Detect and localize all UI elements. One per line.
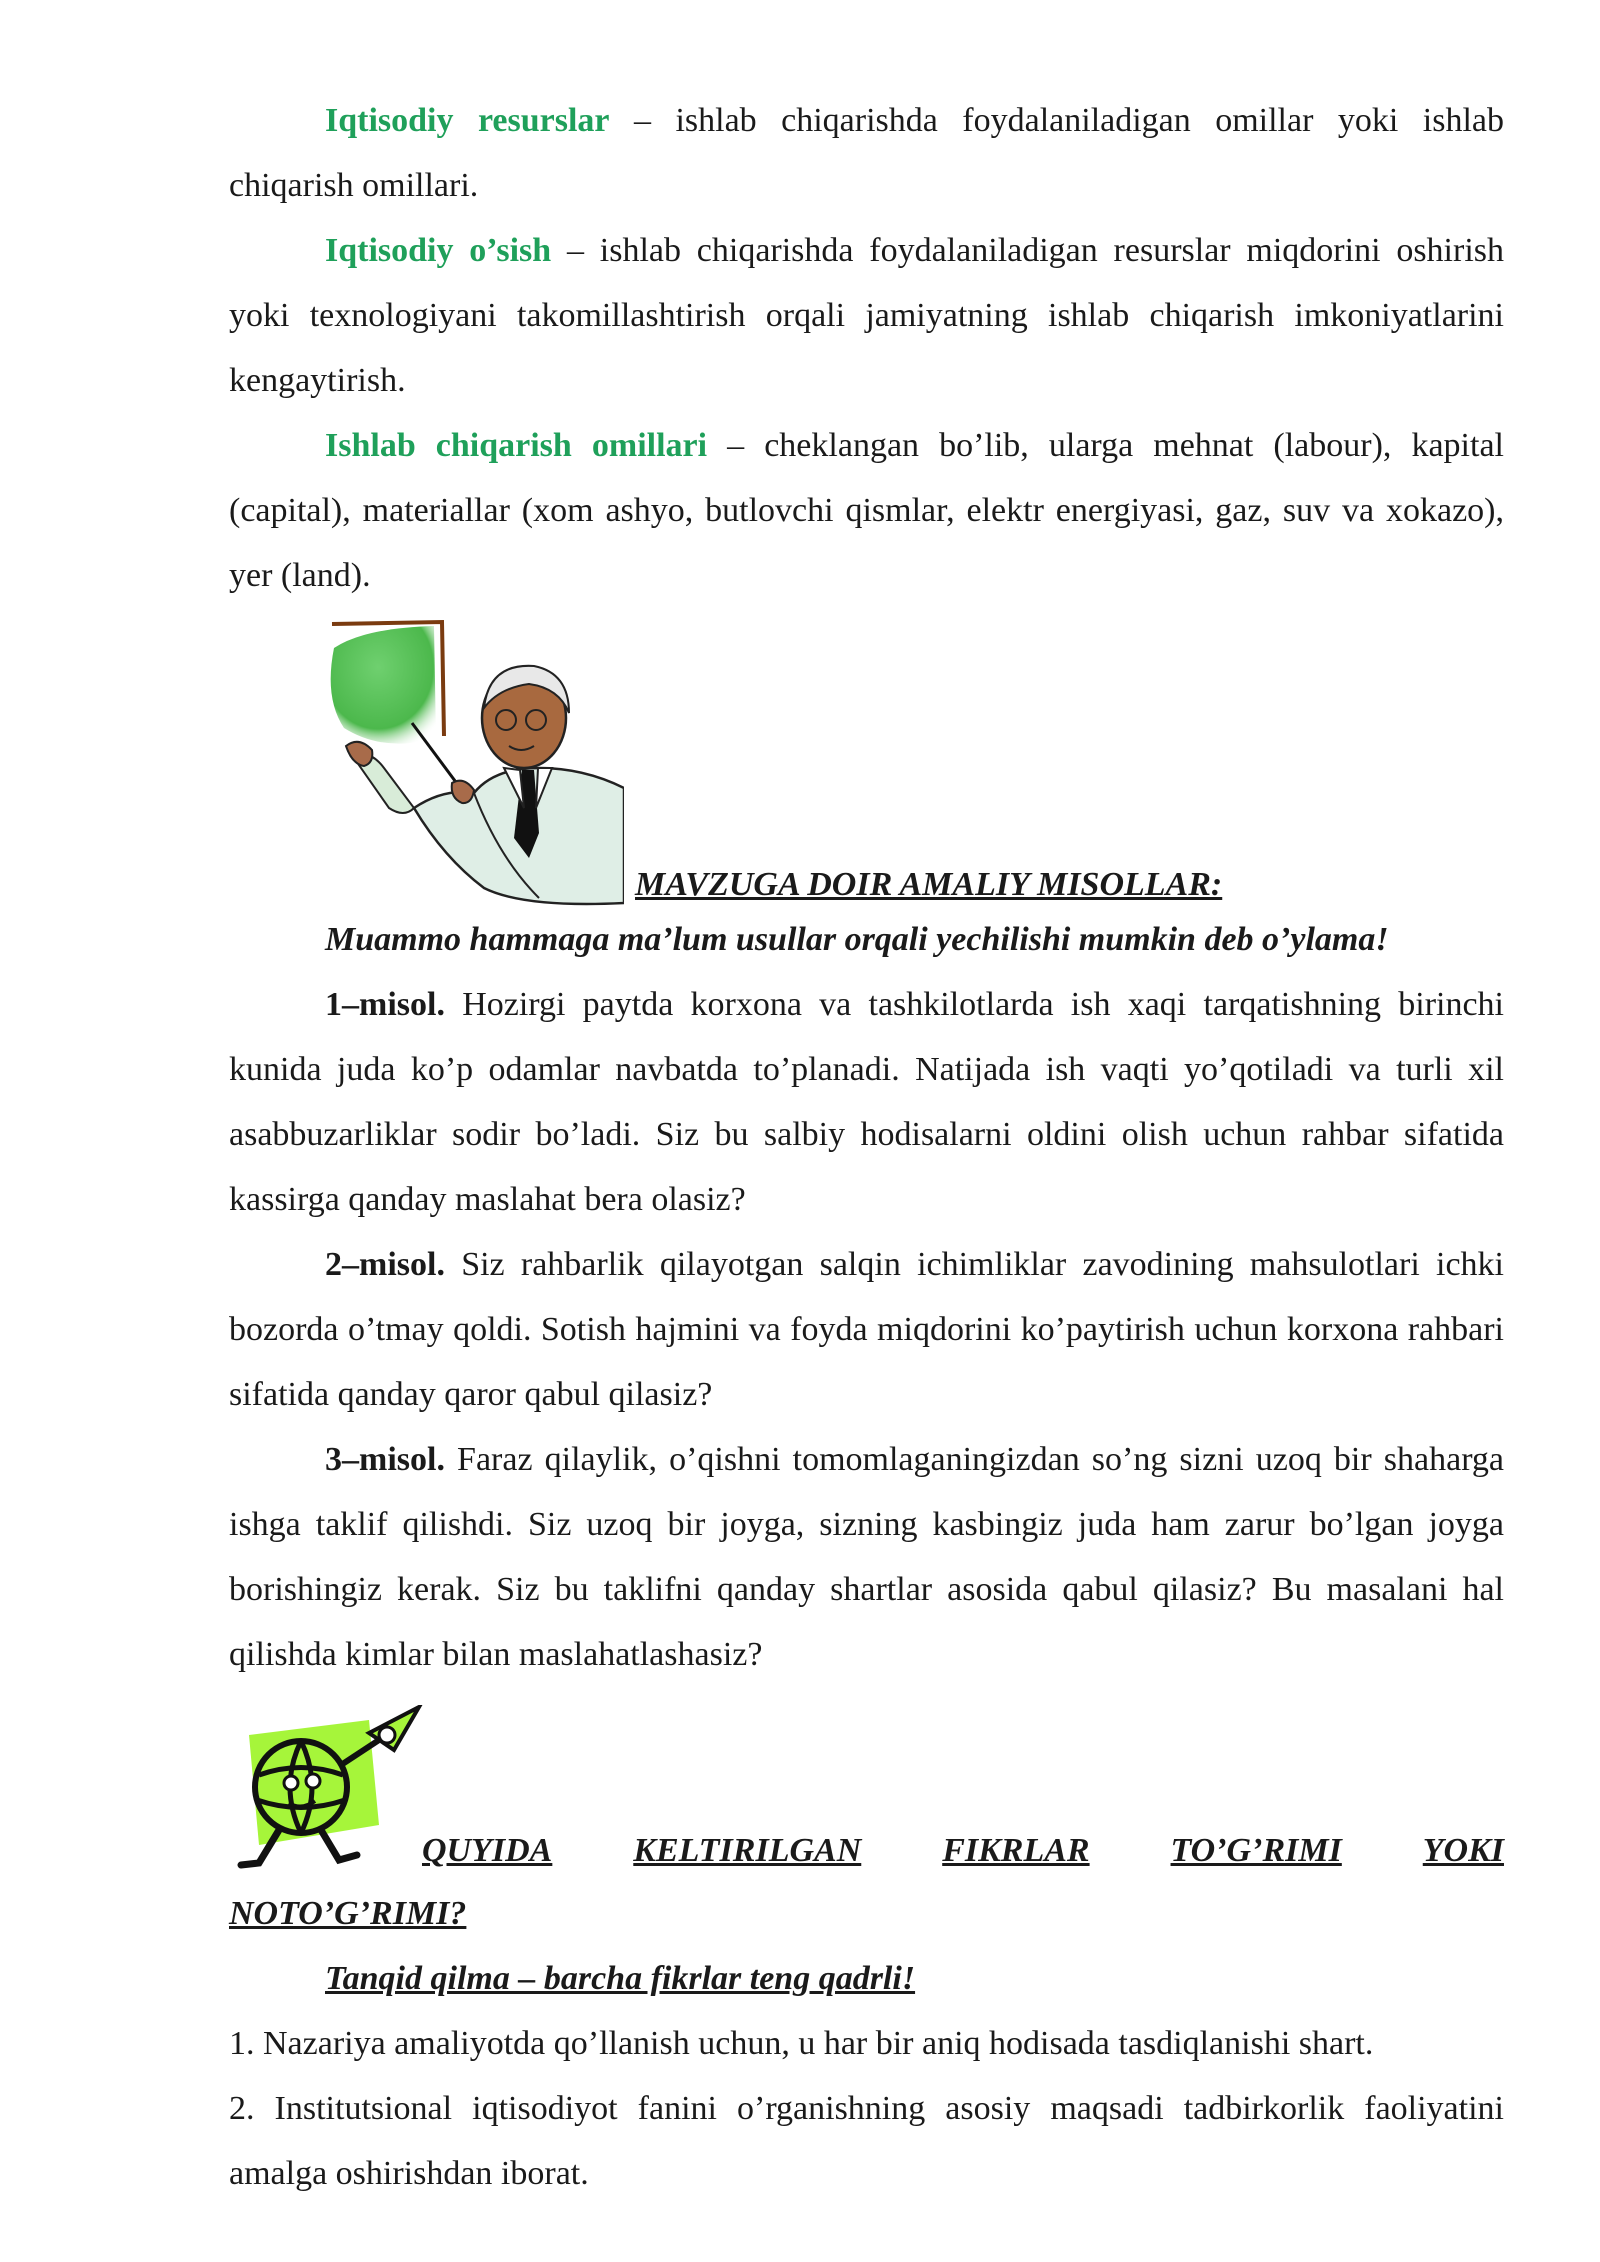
truefalse-heading-block bbox=[229, 1705, 1504, 1873]
example-label: 2–misol. bbox=[325, 1246, 445, 1283]
definition-text: – ishlab chiqarishda foydalaniladigan resurslar miqdorini oshirish yoki texnologiyani takomillashtirish orqali jamiyatning ishlab chiqarish imkoniyatlarini kengaytirish. bbox=[229, 232, 1504, 399]
statement-item: 2. Institutsional iqtisodiyot fanini o’rganishning asosiy maqsadi tadbirkorlik faoliyatini amalga oshirishdan iborat. bbox=[229, 2090, 1504, 2192]
definition-paragraph bbox=[229, 218, 1504, 413]
definition-text: – cheklangan bo’lib, ularga mehnat (labour), kapital (capital), materiallar (xom ashyo, butlovchi qismlar, elektr energiyasi, gaz, suv va xokazo), yer (land). bbox=[229, 427, 1504, 594]
document-page bbox=[229, 88, 1504, 2206]
practice-heading-block bbox=[229, 618, 1504, 907]
truefalse-heading-word: TO’G’RIMI bbox=[1170, 1832, 1342, 1869]
globe-character-illustration bbox=[229, 1705, 425, 1873]
teacher-pointing-illustration bbox=[324, 618, 624, 907]
definition-term: Ishlab chiqarish omillari bbox=[325, 427, 708, 464]
truefalse-heading-word: QUYIDA bbox=[422, 1832, 553, 1869]
definition-text: – ishlab chiqarishda foydalaniladigan omillar yoki ishlab chiqarish omillari. bbox=[229, 102, 1504, 204]
truefalse-heading-tail: NOTO’G’RIMI? bbox=[229, 1895, 467, 1932]
truefalse-heading bbox=[422, 1829, 1504, 1873]
example-text: Siz rahbarlik qilayotgan salqin ichimliklar zavodining mahsulotlari ichki bozorda o’tmay qoldi. Sotish hajmini va foyda miqdorini ko’paytirish uchun korxona rahbari sifatida qanday qaror qabul qilasiz? bbox=[229, 1246, 1504, 1413]
definition-paragraph bbox=[229, 413, 1504, 608]
example-paragraph bbox=[229, 972, 1504, 1232]
practice-heading: MAVZUGA DOIR AMALIY MISOLLAR: bbox=[635, 866, 1223, 903]
truefalse-motto: Tanqid qilma – barcha fikrlar teng qadrli! bbox=[325, 1960, 916, 1997]
truefalse-heading-word: KELTIRILGAN bbox=[633, 1832, 862, 1869]
example-label: 3–misol. bbox=[325, 1441, 445, 1478]
example-paragraph bbox=[229, 1232, 1504, 1427]
example-paragraph bbox=[229, 1427, 1504, 1687]
example-text: Hozirgi paytda korxona va tashkilotlarda ish xaqi tarqatishning birinchi kunida juda ko’p odamlar navbatda to’planadi. Natijada ish vaqti yo’qotiladi va turli xil asabbuzarliklar sodir bo’ladi. Siz bu salbiy hodisalarni oldini olish uchun rahbar sifatida kassirga qanday maslahat bera olasiz? bbox=[229, 986, 1504, 1218]
example-label: 1–misol. bbox=[325, 986, 445, 1023]
definition-term: Iqtisodiy resurslar bbox=[325, 102, 610, 139]
truefalse-heading-word: YOKI bbox=[1422, 1832, 1504, 1869]
definition-term: Iqtisodiy o’sish bbox=[325, 232, 552, 269]
statement-item: 1. Nazariya amaliyotda qo’llanish uchun, u har bir aniq hodisada tasdiqlanishi shart. bbox=[229, 2025, 1374, 2062]
truefalse-heading-word: FIKRLAR bbox=[942, 1832, 1090, 1869]
practice-motto: Muammo hammaga ma’lum usullar orqali yechilishi mumkin deb o’ylama! bbox=[325, 921, 1389, 958]
definition-paragraph bbox=[229, 88, 1504, 218]
example-text: Faraz qilaylik, o’qishni tomomlaganingizdan so’ng sizni uzoq bir shaharga ishga taklif qilishdi. Siz uzoq bir joyga, sizning kasbingiz juda ham zarur bo’lgan joyga borishingiz kerak. Siz bu taklifni qanday shartlar asosida qabul qilasiz? Bu masalani hal qilishda kimlar bilan maslahatlashasiz? bbox=[229, 1441, 1504, 1673]
